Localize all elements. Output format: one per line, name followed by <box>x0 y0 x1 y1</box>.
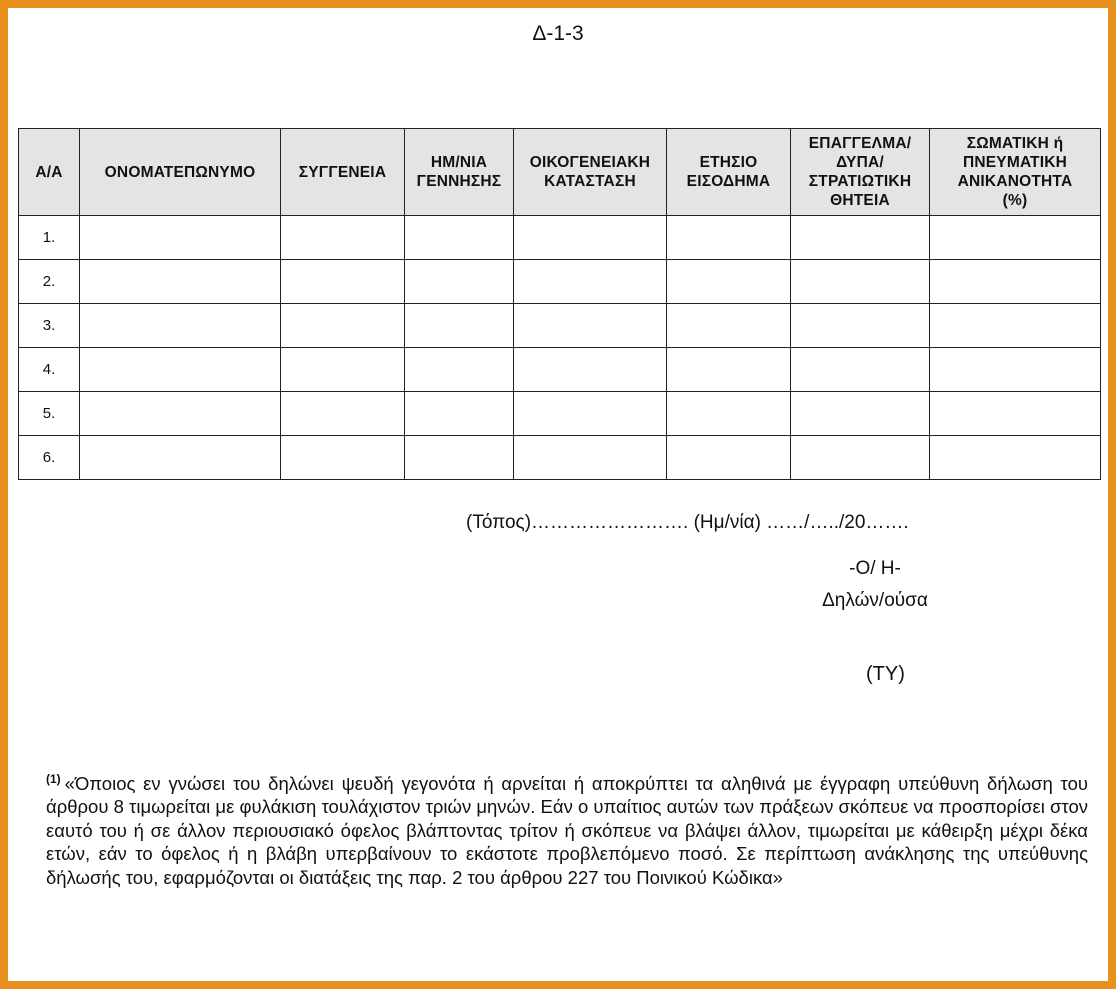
header-disability: ΣΩΜΑΤΙΚΗ ή ΠΝΕΥΜΑΤΙΚΗ ΑΝΙΚΑΝΟΤΗΤΑ (%) <box>930 129 1101 216</box>
annual-income-cell[interactable] <box>667 260 791 304</box>
marital-status-cell[interactable] <box>514 260 667 304</box>
table-row <box>19 216 1101 260</box>
legal-footnote <box>46 768 1088 889</box>
occupation-cell[interactable] <box>791 216 930 260</box>
disability-cell[interactable] <box>930 216 1101 260</box>
relationship-cell[interactable] <box>281 436 405 480</box>
annual-income-cell[interactable] <box>667 392 791 436</box>
birth-date-cell[interactable] <box>405 392 514 436</box>
marital-status-cell[interactable] <box>514 348 667 392</box>
annual-income-cell[interactable] <box>667 304 791 348</box>
occupation-cell[interactable] <box>791 436 930 480</box>
annual-income-cell[interactable] <box>667 436 791 480</box>
birth-date-cell[interactable] <box>405 436 514 480</box>
row-number: 5. <box>19 392 80 436</box>
place-date-line: (Τόπος)……………………. (Ημ/νία) ……/…../20……. <box>466 512 909 533</box>
relationship-cell[interactable] <box>281 260 405 304</box>
family-members-table <box>18 128 1101 480</box>
full-name-cell[interactable] <box>80 436 281 480</box>
full-name-cell[interactable] <box>80 392 281 436</box>
table-header-row <box>19 129 1101 216</box>
annual-income-cell[interactable] <box>667 216 791 260</box>
header-annual-income: ΕΤΗΣΙΟ ΕΙΣΟΔΗΜΑ <box>667 129 791 216</box>
full-name-cell[interactable] <box>80 348 281 392</box>
disability-cell[interactable] <box>930 348 1101 392</box>
row-number: 4. <box>19 348 80 392</box>
full-name-cell[interactable] <box>80 304 281 348</box>
occupation-cell[interactable] <box>791 304 930 348</box>
header-aa: Α/Α <box>19 129 80 216</box>
relationship-cell[interactable] <box>281 348 405 392</box>
relationship-cell[interactable] <box>281 392 405 436</box>
full-name-cell[interactable] <box>80 216 281 260</box>
header-marital-status: ΟΙΚΟΓΕΝΕΙΑΚΗ ΚΑΤΑΣΤΑΣΗ <box>514 129 667 216</box>
table-row <box>19 392 1101 436</box>
row-number: 2. <box>19 260 80 304</box>
marital-status-cell[interactable] <box>514 304 667 348</box>
full-name-cell[interactable] <box>80 260 281 304</box>
table-row <box>19 304 1101 348</box>
marital-status-cell[interactable] <box>514 216 667 260</box>
occupation-cell[interactable] <box>791 260 930 304</box>
birth-date-cell[interactable] <box>405 348 514 392</box>
declarant-label <box>800 553 950 617</box>
relationship-cell[interactable] <box>281 216 405 260</box>
disability-cell[interactable] <box>930 392 1101 436</box>
row-number: 3. <box>19 304 80 348</box>
header-full-name: ΟΝΟΜΑΤΕΠΩΝΥΜΟ <box>80 129 281 216</box>
row-number: 1. <box>19 216 80 260</box>
table-row <box>19 436 1101 480</box>
marital-status-cell[interactable] <box>514 392 667 436</box>
header-occupation: ΕΠΑΓΓΕΛΜΑ/ ΔΥΠΑ/ ΣΤΡΑΤΙΩΤΙΚΗ ΘΗΤΕΙΑ <box>791 129 930 216</box>
table-row <box>19 260 1101 304</box>
table-row <box>19 348 1101 392</box>
disability-cell[interactable] <box>930 304 1101 348</box>
birth-date-cell[interactable] <box>405 304 514 348</box>
header-relationship: ΣΥΓΓΕΝΕΙΑ <box>281 129 405 216</box>
marital-status-cell[interactable] <box>514 436 667 480</box>
birth-date-cell[interactable] <box>405 260 514 304</box>
header-birth-date: ΗΜ/ΝΙΑ ΓΕΝΝΗΣΗΣ <box>405 129 514 216</box>
disability-cell[interactable] <box>930 436 1101 480</box>
declarant-gender-line: -Ο/ Η- <box>849 558 901 579</box>
occupation-cell[interactable] <box>791 392 930 436</box>
footnote-text: «Όποιος εν γνώσει του δηλώνει ψευδή γεγονότα ή αρνείται ή αποκρύπτει τα αληθινά με έγγραφη υπεύθυνη δήλωση του άρθρου 8 τιμωρείται με φυλάκιση τουλάχιστον τριών μηνών. Εάν ο υπαίτιος αυτών των πράξεων σκόπευε να προσπορίσει στον εαυτό του ή σε άλλον περιουσιακό όφελος βλάπτοντας τρίτον ή σκόπευε να βλάψει άλλον, τιμωρείται με κάθειρξη μέχρι δέκα ετών, εάν το όφελος ή η βλάβη υπερβαίνουν το εκάστοτε προβλεπόμενο ποσό. Σε περίπτωση ανάκλησης της υπεύθυνης δήλωσής του, εφαρμόζονται οι διατάξεις της παρ. 2 του άρθρου 227 του Ποινικού Κώδικα» <box>46 773 1088 888</box>
signature-placeholder: (ΤΥ) <box>866 663 905 685</box>
relationship-cell[interactable] <box>281 304 405 348</box>
declarant-title: Δηλών/ούσα <box>822 590 928 611</box>
birth-date-cell[interactable] <box>405 216 514 260</box>
row-number: 6. <box>19 436 80 480</box>
footnote-marker: (1) <box>46 772 61 786</box>
annual-income-cell[interactable] <box>667 348 791 392</box>
disability-cell[interactable] <box>930 260 1101 304</box>
document-code: Δ-1-3 <box>532 22 584 45</box>
occupation-cell[interactable] <box>791 348 930 392</box>
